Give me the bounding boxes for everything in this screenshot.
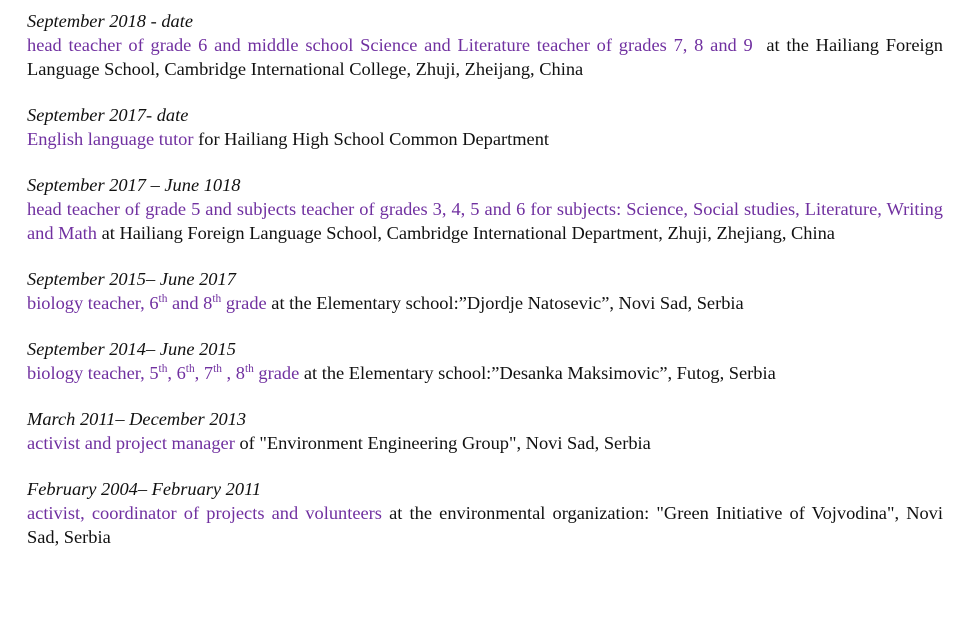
experience-entry xyxy=(27,103,943,151)
entry-details: for Hailiang High School Common Department xyxy=(198,129,550,149)
role-text: and 8 xyxy=(167,293,213,313)
role-text: grade xyxy=(221,293,267,313)
entry-description xyxy=(27,361,943,385)
entry-role xyxy=(27,293,267,313)
role-text: , 8 xyxy=(221,363,245,383)
entry-description xyxy=(27,291,943,315)
experience-entry xyxy=(27,267,943,315)
experience-entry xyxy=(27,477,943,549)
entry-role: activist, coordinator of projects and volunteers xyxy=(27,503,382,523)
role-text: biology teacher, 6 xyxy=(27,293,159,313)
ordinal-suffix: th xyxy=(158,293,168,306)
entry-details: of "Environment Engineering Group", Novi Sad, Serbia xyxy=(239,433,651,453)
cv-work-experience xyxy=(27,9,943,571)
role-text: grade xyxy=(253,363,300,383)
experience-entry xyxy=(27,9,943,81)
entry-date: September 2017- date xyxy=(27,105,189,125)
entry-details: at the Elementary school:”Desanka Maksimovic”, Futog, Serbia xyxy=(303,363,776,383)
entry-description xyxy=(27,197,943,245)
entry-description xyxy=(27,501,943,549)
ordinal-suffix: th xyxy=(244,363,254,376)
entry-date: March 2011– December 2013 xyxy=(27,409,247,429)
entry-date: September 2017 – June 1018 xyxy=(27,175,241,195)
experience-entry xyxy=(27,173,943,245)
ordinal-suffix: th xyxy=(212,293,222,306)
role-text: , 6 xyxy=(167,363,186,383)
entry-description xyxy=(27,431,943,455)
entry-details: at Hailiang Foreign Language School, Cambridge International Department, Zhuji, Zhejiang, China xyxy=(101,223,835,243)
role-text: biology teacher, 5 xyxy=(27,363,159,383)
entry-description xyxy=(27,33,943,81)
ordinal-suffix: th xyxy=(185,363,195,376)
entry-date: February 2004– February 2011 xyxy=(27,479,262,499)
experience-entry xyxy=(27,407,943,455)
entry-date: September 2014– June 2015 xyxy=(27,339,236,359)
role-text: , 7 xyxy=(194,363,214,383)
ordinal-suffix: th xyxy=(213,363,222,376)
entry-role: English language tutor xyxy=(27,129,194,149)
entry-details: at the environmental organization: "Green Initiative of Vojvodina", Novi Sad, Serbia xyxy=(27,503,943,547)
entry-role: head teacher of grade 5 and subjects teacher of grades 3, 4, 5 and 6 for subjects: Science, Social studies, Literature, Writing and Math xyxy=(27,199,943,243)
entry-details: at the Hailiang Foreign Language School, Cambridge International College, Zhuji, Zheijang, China xyxy=(27,35,943,79)
entry-role: head teacher of grade 6 and middle school Science and Literature teacher of grades 7, 8 and 9 xyxy=(27,35,753,55)
entry-date: September 2018 - date xyxy=(27,11,193,31)
ordinal-suffix: th xyxy=(158,363,168,376)
entry-date: September 2015– June 2017 xyxy=(27,269,236,289)
experience-entry xyxy=(27,337,943,385)
entry-details: at the Elementary school:”Djordje Natosevic”, Novi Sad, Serbia xyxy=(271,293,744,313)
entry-description xyxy=(27,127,943,151)
entry-role xyxy=(27,363,299,383)
entry-role: activist and project manager xyxy=(27,433,235,453)
